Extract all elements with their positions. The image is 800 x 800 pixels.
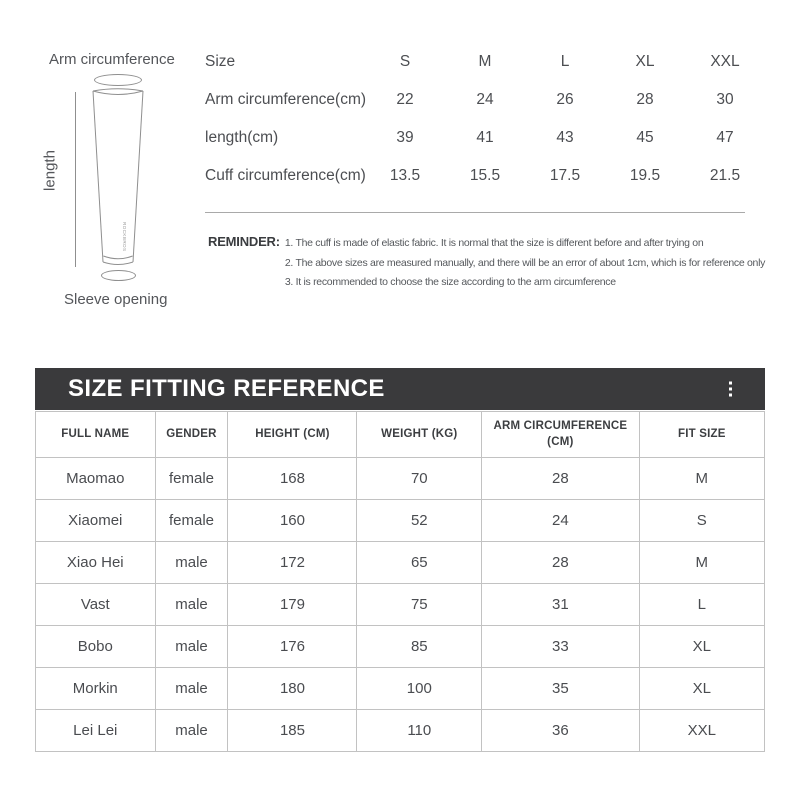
size-column-header: L [560,53,570,70]
reminder-note-2: 2. The above sizes are measured manually, and there will be an error of about 1cm, which is for reference only [284,256,766,269]
cell-gender: male [155,668,228,710]
cell-full-name: Xiao Hei [36,542,156,584]
cell-fit-size: XXL [639,710,764,752]
cell-full-name: Morkin [36,668,156,710]
cell-height: 168 [228,458,357,500]
size-value: 21.5 [709,167,741,184]
size-value: 39 [396,129,414,146]
kebab-menu-icon[interactable] [725,378,736,401]
size-column-header: S [399,53,411,70]
cell-height: 172 [228,542,357,584]
table-row [36,626,765,668]
cell-arm-circumference: 31 [482,584,639,626]
size-row-label: length(cm) [205,129,279,146]
size-value: 13.5 [389,167,421,184]
cell-height: 179 [228,584,357,626]
sleeve-left-edge [93,91,103,262]
size-table [205,43,765,195]
cell-fit-size: S [639,500,764,542]
length-measure-line [75,92,76,267]
sleeve-top-back-rim [93,89,143,91]
fitting-table [35,411,765,752]
cell-full-name: Lei Lei [36,710,156,752]
column-header-full-name: FULL NAME [36,412,156,458]
cell-height: 185 [228,710,357,752]
size-value: 22 [396,91,414,108]
size-value: 19.5 [629,167,661,184]
reminder-note-1: 1. The cuff is made of elastic fabric. It is normal that the size is different before and after trying on [284,237,704,249]
size-value: 17.5 [549,167,581,184]
sleeve-right-edge [133,91,143,262]
table-row [36,500,765,542]
size-value: 30 [716,91,734,108]
sleeve-opening-ellipse [101,270,136,281]
size-value: 24 [476,91,494,108]
cell-height: 180 [228,668,357,710]
reminder-label: REMINDER: [208,234,280,249]
table-row [36,668,765,710]
cell-fit-size: M [639,458,764,500]
cell-gender: male [155,542,228,584]
cell-gender: male [155,626,228,668]
cell-fit-size: XL [639,626,764,668]
reminder-block [208,234,765,293]
size-value: 41 [476,129,494,146]
size-column-header: M [478,53,492,70]
table-row [36,542,765,584]
sleeve-opening-label: Sleeve opening [64,291,168,308]
cell-weight: 85 [357,626,482,668]
size-table-row [205,157,765,195]
sleeve-bottom-edge [103,262,133,265]
cell-full-name: Maomao [36,458,156,500]
cell-arm-circumference: 28 [482,542,639,584]
size-value: 47 [716,129,734,146]
cell-arm-circumference: 33 [482,626,639,668]
cell-gender: male [155,710,228,752]
size-value: 28 [636,91,654,108]
cell-weight: 65 [357,542,482,584]
size-column-header: XL [635,53,655,70]
size-column-header: XXL [710,53,740,70]
section-title-bar [35,368,765,410]
size-table-row [205,81,765,119]
size-table-row [205,119,765,157]
cell-arm-circumference: 28 [482,458,639,500]
sleeve-brand-text: ROCKBROS [122,222,127,252]
cell-height: 176 [228,626,357,668]
size-value: 43 [556,129,574,146]
table-row [36,710,765,752]
cell-full-name: Xiaomei [36,500,156,542]
cell-weight: 100 [357,668,482,710]
cell-fit-size: L [639,584,764,626]
cell-full-name: Bobo [36,626,156,668]
column-header-arm-circumference: ARM CIRCUMFERENCE (CM) [482,412,639,458]
size-table-header-label: Size [205,53,236,70]
column-header-fit-size: FIT SIZE [639,412,764,458]
cell-arm-circumference: 36 [482,710,639,752]
table-row [36,458,765,500]
table-row [36,584,765,626]
size-table-divider [205,212,745,213]
length-label: length [41,150,59,191]
cell-arm-circumference: 35 [482,668,639,710]
reminder-note-3: 3. It is recommended to choose the size according to the arm circumference [284,276,616,288]
size-table-header-row [205,43,765,81]
cell-arm-circumference: 24 [482,500,639,542]
size-row-label: Cuff circumference(cm) [205,167,366,184]
cell-fit-size: M [639,542,764,584]
column-header-gender: GENDER [155,412,228,458]
cell-gender: female [155,458,228,500]
cell-weight: 70 [357,458,482,500]
column-header-weight: WEIGHT (KG) [357,412,482,458]
cell-fit-size: XL [639,668,764,710]
cell-height: 160 [228,500,357,542]
size-value: 26 [556,91,574,108]
cell-gender: male [155,584,228,626]
cell-gender: female [155,500,228,542]
size-value: 45 [636,129,654,146]
size-value: 15.5 [469,167,501,184]
sleeve-hem-inner-line [103,256,132,259]
fitting-table-header-row [36,412,765,458]
cell-weight: 110 [357,710,482,752]
sleeve-diagram [90,85,146,271]
cell-weight: 52 [357,500,482,542]
reminder-notes [285,234,765,293]
size-row-label: Arm circumference(cm) [205,91,367,108]
arm-circumference-label: Arm circumference [49,51,175,68]
column-header-height: HEIGHT (CM) [228,412,357,458]
cell-weight: 75 [357,584,482,626]
section-title: SIZE FITTING REFERENCE [68,375,385,402]
cell-full-name: Vast [36,584,156,626]
sleeve-top-front-rim [93,91,143,95]
